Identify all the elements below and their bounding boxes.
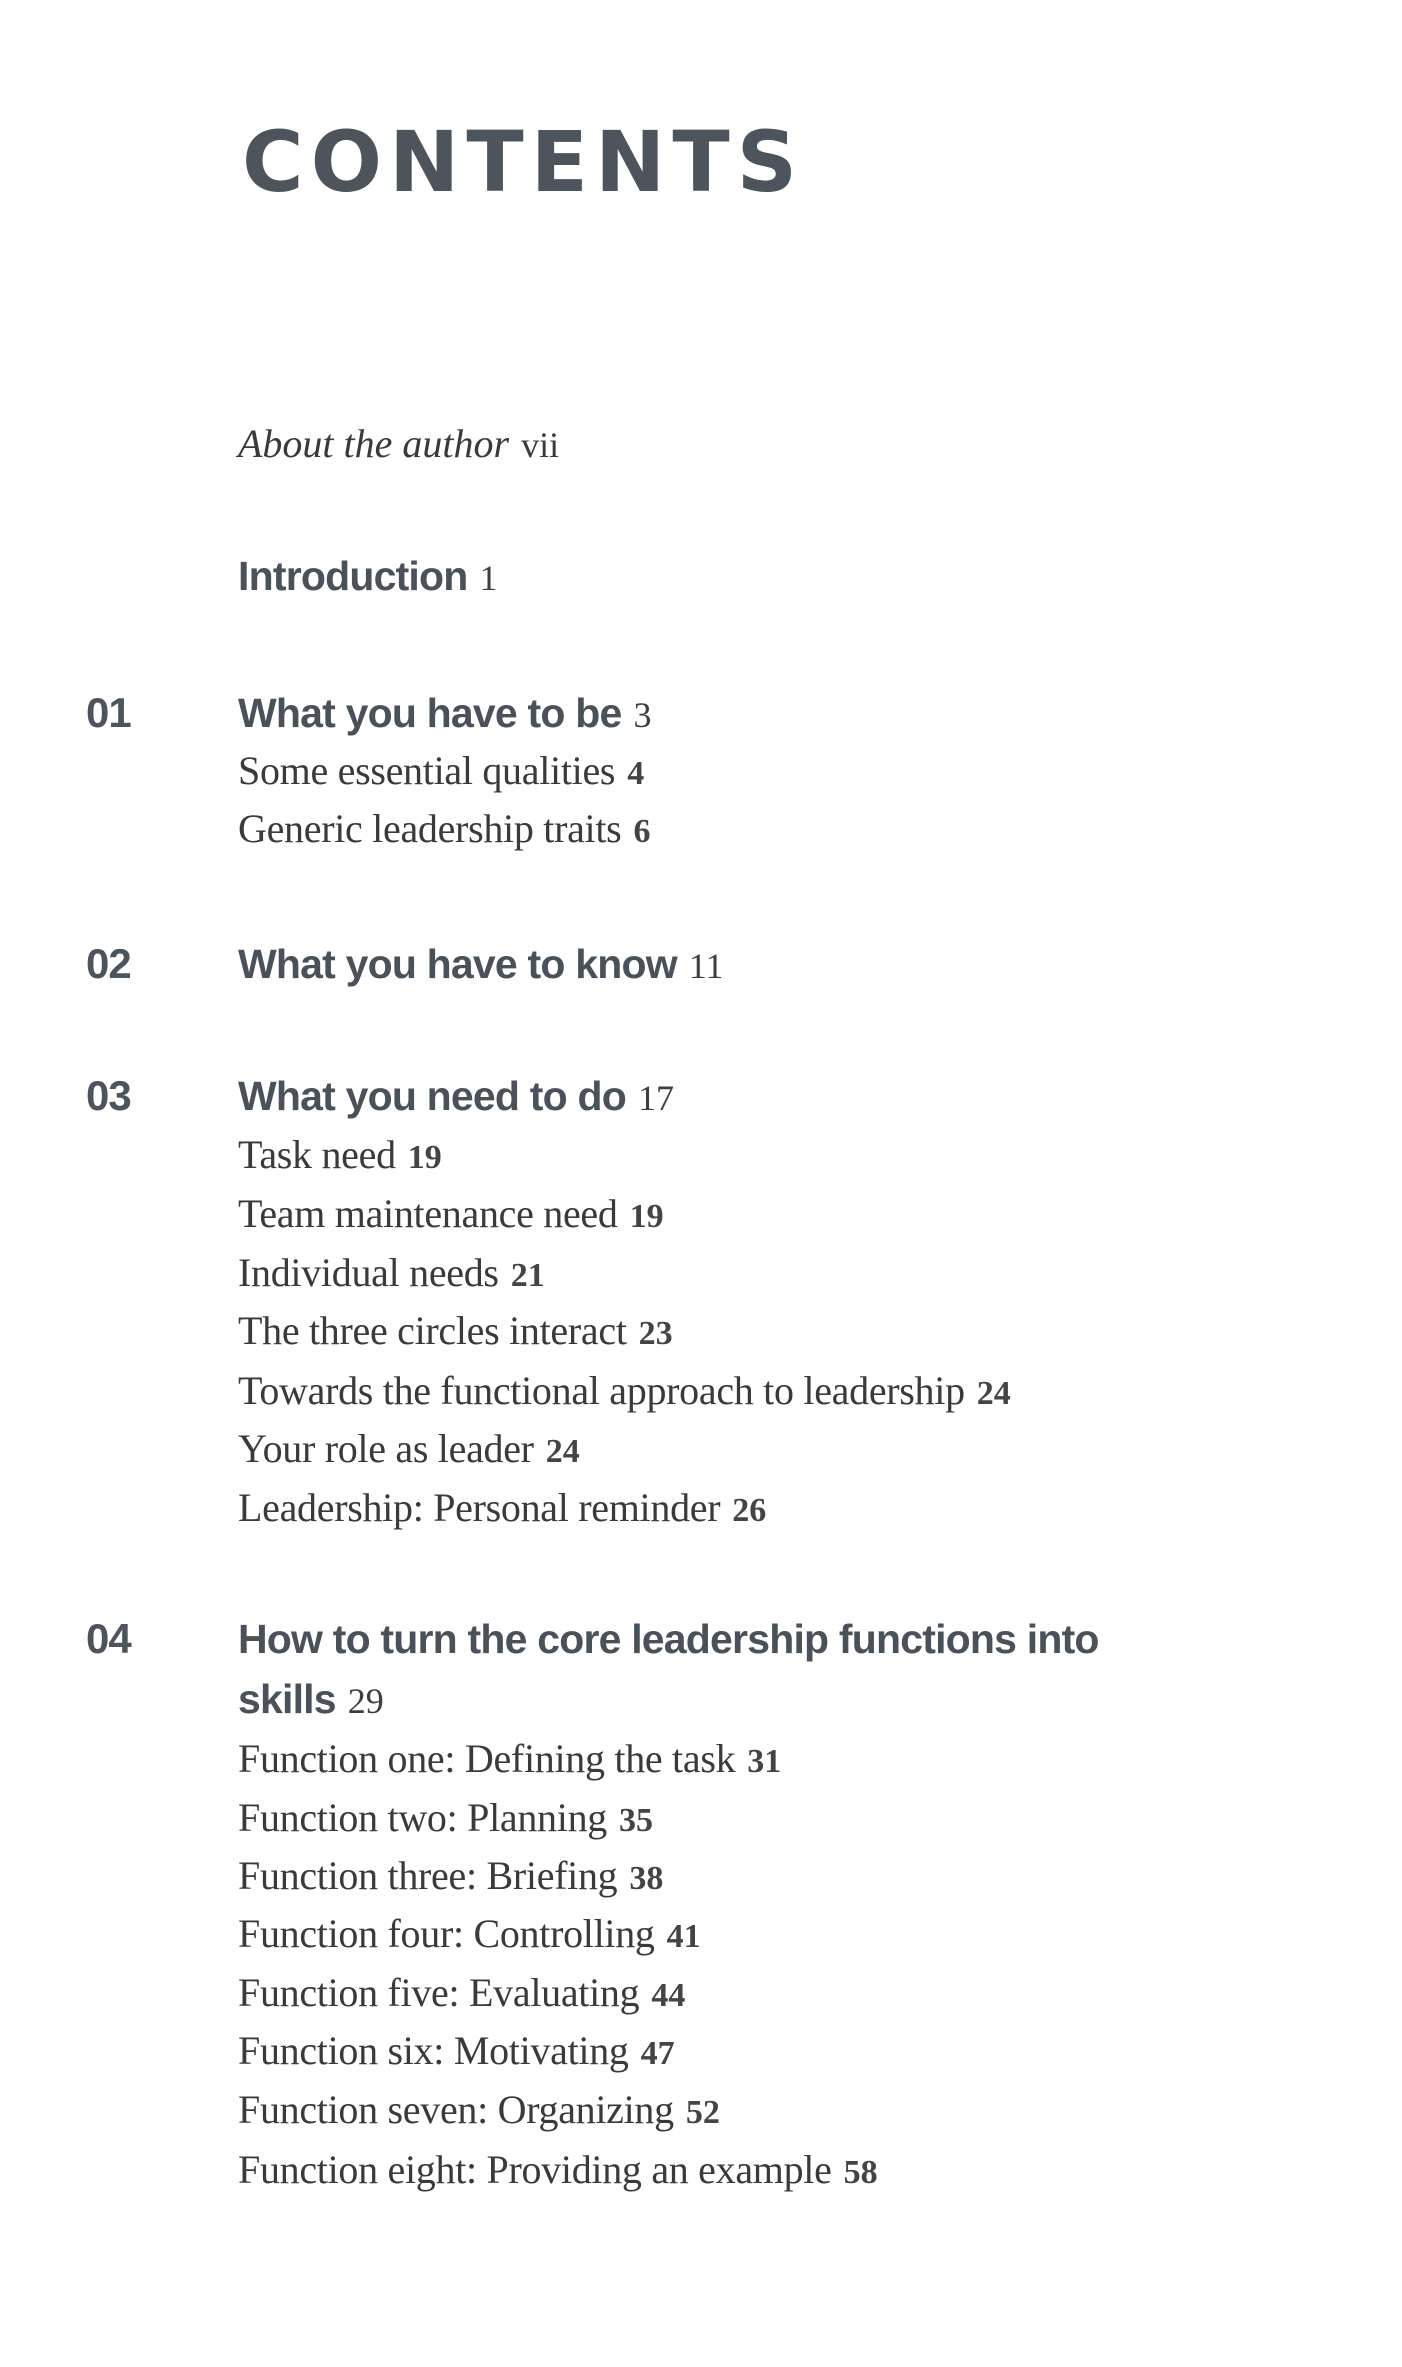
page-number: 38: [629, 1860, 664, 1897]
toc-section[interactable]: [0, 1847, 1402, 1905]
section-title: [238, 1789, 653, 1850]
page-number: 52: [685, 2094, 720, 2131]
page-number: 21: [510, 1257, 545, 1294]
chapter-title-line-1: How to turn the core leadership functions into: [238, 1616, 1099, 1662]
toc-section[interactable]: [0, 1244, 1402, 1302]
entry-title: Individual needs: [238, 1250, 499, 1295]
toc-chapter-04[interactable]: [0, 1610, 1402, 1668]
page-number: 41: [666, 1918, 701, 1955]
page-number: 35: [618, 1802, 653, 1839]
toc-section[interactable]: [0, 1905, 1402, 1963]
entry-title: Some essential qualities: [238, 748, 616, 793]
section-title: [238, 1905, 701, 1966]
entry-title: Function three: Briefing: [238, 1853, 618, 1898]
page-number: 58: [843, 2154, 878, 2191]
toc-section[interactable]: [0, 2141, 1402, 2199]
section-title: [238, 1126, 442, 1187]
page-number: 47: [640, 2035, 675, 2072]
toc-section[interactable]: [0, 1185, 1402, 1243]
section-title: [238, 742, 644, 803]
toc-section[interactable]: [0, 1126, 1402, 1184]
entry-title: Function two: Planning: [238, 1795, 607, 1840]
page-number: 31: [747, 1743, 782, 1780]
section-title: [238, 1730, 781, 1791]
toc-chapter-02[interactable]: [0, 935, 1402, 993]
toc-section[interactable]: [0, 1789, 1402, 1847]
toc-chapter-01[interactable]: [0, 684, 1402, 742]
page-number: 19: [407, 1139, 442, 1176]
toc-section[interactable]: [0, 1964, 1402, 2022]
page-number: 44: [651, 1977, 686, 2014]
chapter-number: 02: [86, 940, 131, 987]
entry-title: Function seven: Organizing: [238, 2087, 674, 2132]
chapter-title: [238, 1067, 674, 1127]
toc-entry-about-author[interactable]: [0, 415, 1402, 473]
page-number: 1: [479, 558, 498, 598]
chapter-title: [238, 935, 723, 995]
page-number: 24: [976, 1375, 1011, 1412]
page-number: vii: [521, 425, 560, 465]
entry-title: Task need: [238, 1132, 396, 1177]
entry-title: Towards the functional approach to leadership: [238, 1368, 965, 1413]
section-title: [238, 1479, 766, 1540]
toc-section[interactable]: [0, 1479, 1402, 1537]
entry-title: Your role as leader: [238, 1426, 534, 1471]
toc-entry-label: [238, 547, 498, 607]
entry-title: About the author: [238, 421, 510, 466]
entry-title: Function one: Defining the task: [238, 1736, 736, 1781]
entry-title: Team maintenance need: [238, 1191, 618, 1236]
page-number: 6: [633, 813, 651, 850]
section-title: [238, 1964, 685, 2025]
section-title: [238, 2022, 675, 2083]
entry-title: Function six: Motivating: [238, 2028, 629, 2073]
toc-section[interactable]: [0, 742, 1402, 800]
entry-title: Function four: Controlling: [238, 1911, 655, 1956]
chapter-number: 03: [86, 1072, 131, 1119]
page-number: 4: [627, 755, 645, 792]
chapter-title-line-2: [238, 1670, 384, 1730]
toc-entry-introduction[interactable]: [0, 547, 1402, 605]
toc-section[interactable]: [0, 800, 1402, 858]
section-title: [238, 1362, 1011, 1423]
section-title: [238, 1302, 673, 1363]
section-title: [238, 1420, 580, 1481]
toc-section[interactable]: [0, 1730, 1402, 1788]
page-number: 29: [347, 1681, 384, 1721]
toc-section[interactable]: [0, 2081, 1402, 2139]
chapter-number: 01: [86, 689, 131, 736]
page-number: 23: [638, 1315, 673, 1352]
section-title: [238, 1185, 664, 1246]
page-number: 24: [545, 1433, 580, 1470]
toc-section[interactable]: [0, 1420, 1402, 1478]
entry-title: Introduction: [238, 553, 468, 599]
page-number: 3: [633, 695, 652, 735]
page-title: CONTENTS: [242, 113, 805, 211]
section-title: [238, 2141, 878, 2202]
entry-title: What you have to be: [238, 690, 622, 736]
chapter-title: [238, 684, 651, 744]
toc-section[interactable]: [0, 1302, 1402, 1360]
section-title: [238, 2081, 720, 2142]
toc-chapter-04-continued[interactable]: [0, 1670, 1402, 1728]
page-number: 17: [637, 1078, 674, 1118]
toc-entry-label: [238, 415, 559, 474]
entry-title: Generic leadership traits: [238, 806, 622, 851]
page-number: 11: [688, 946, 724, 986]
entry-title: skills: [238, 1676, 336, 1722]
toc-section[interactable]: [0, 1362, 1402, 1420]
page-number: 26: [732, 1492, 767, 1529]
chapter-number: 04: [86, 1615, 131, 1662]
section-title: [238, 1244, 545, 1305]
toc-chapter-03[interactable]: [0, 1067, 1402, 1125]
page-number: 19: [629, 1198, 664, 1235]
toc-section[interactable]: [0, 2022, 1402, 2080]
entry-title: The three circles interact: [238, 1308, 627, 1353]
section-title: [238, 800, 650, 861]
entry-title: Function five: Evaluating: [238, 1970, 640, 2015]
entry-title: What you have to know: [238, 941, 677, 987]
entry-title: Leadership: Personal reminder: [238, 1485, 721, 1530]
entry-title: What you need to do: [238, 1073, 626, 1119]
entry-title: Function eight: Providing an example: [238, 2147, 832, 2192]
section-title: [238, 1847, 663, 1908]
